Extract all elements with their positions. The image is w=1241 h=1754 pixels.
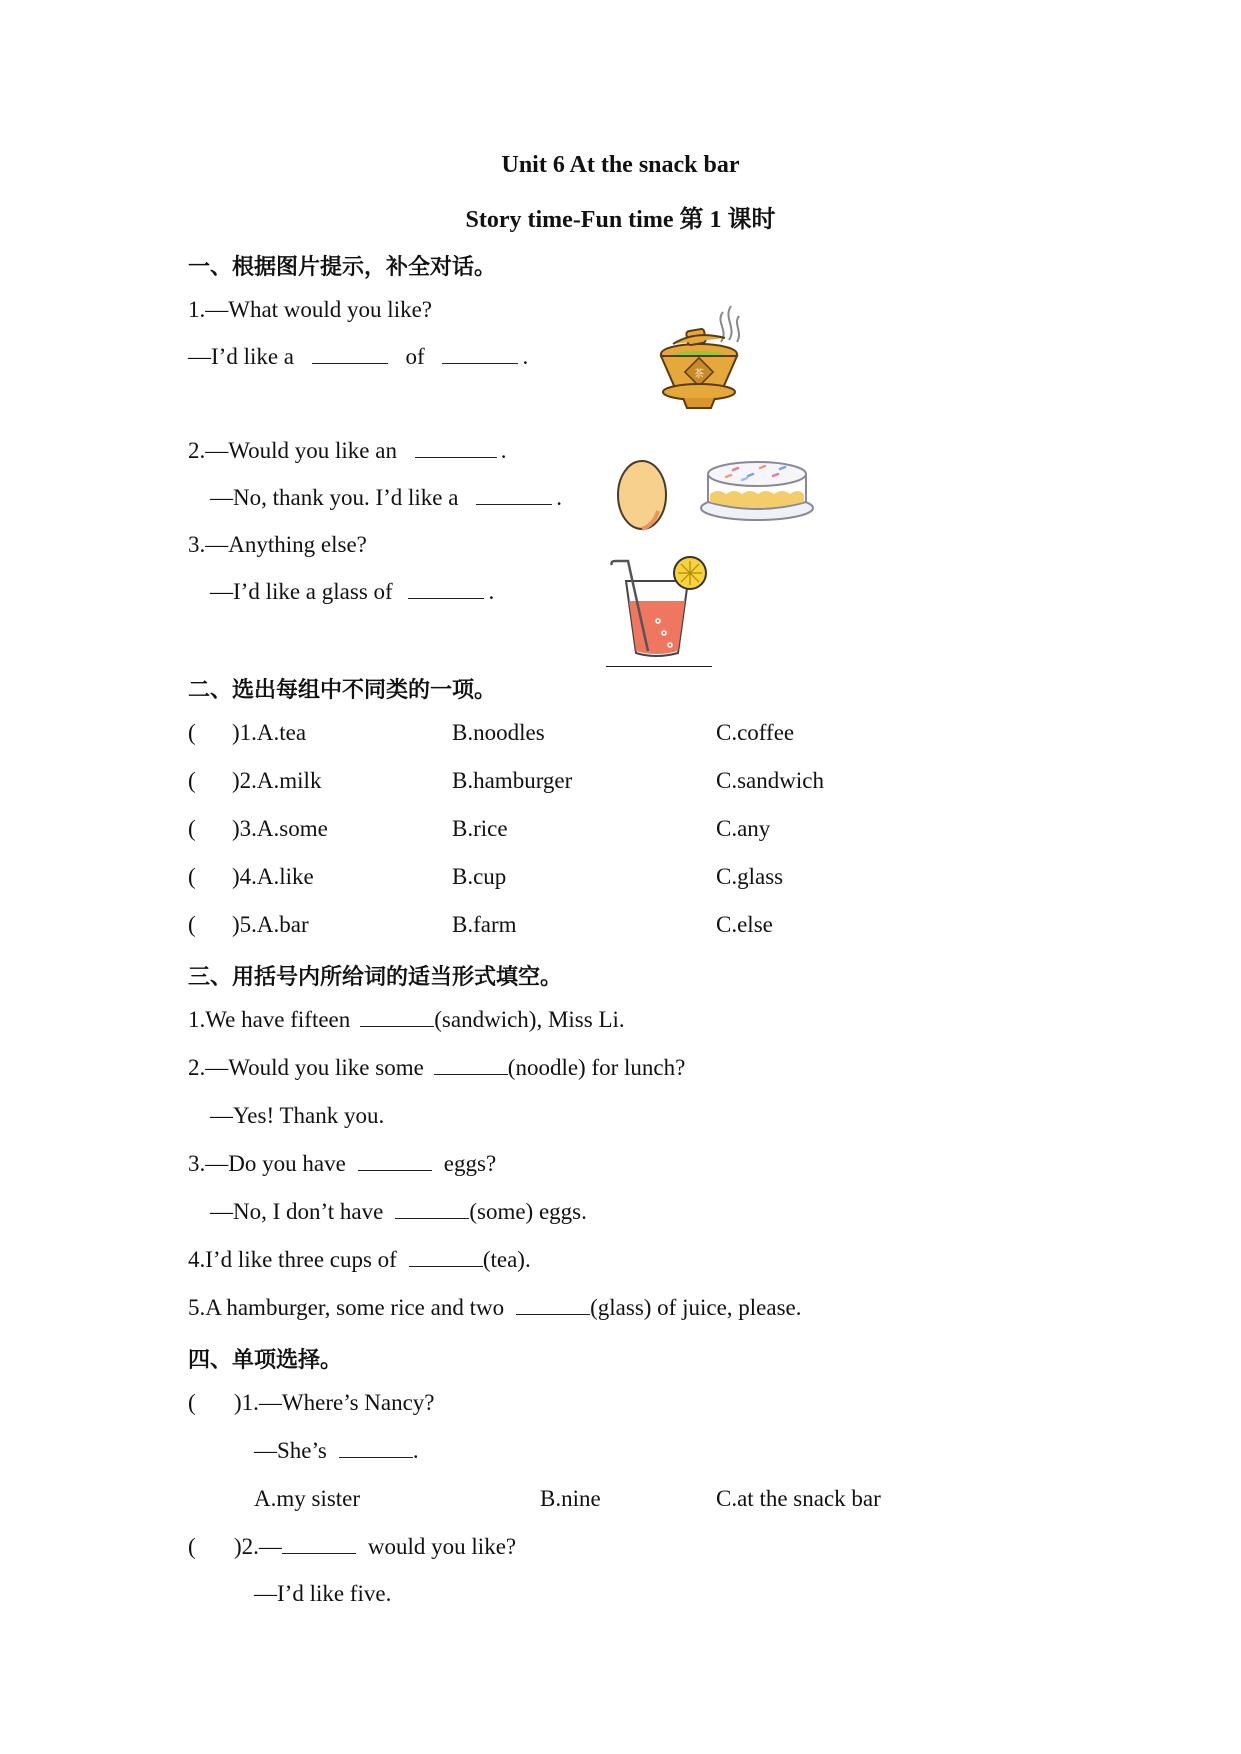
egg-icon [612, 455, 672, 535]
juice-glass-icon [608, 555, 714, 665]
answer-paren[interactable]: ( [188, 1534, 196, 1559]
period: . [556, 485, 562, 510]
sentence-text: —No, I don’t have [210, 1199, 384, 1224]
sentence-text: 4.I’d like three cups of [188, 1247, 397, 1272]
answer-paren[interactable]: ( [188, 768, 196, 793]
option-b: B.cup [452, 864, 507, 889]
sentence-text: 1.We have fifteen [188, 1007, 351, 1032]
s1-q1-answer [188, 344, 528, 370]
blank-drink-2[interactable] [408, 597, 484, 599]
answer-paren[interactable]: ( [188, 864, 196, 889]
document-title: Unit 6 At the snack bar [501, 152, 740, 178]
blank[interactable] [516, 1313, 590, 1315]
period: . [522, 344, 529, 369]
s3-q1 [188, 1007, 625, 1033]
s3-q2-reply [210, 1103, 384, 1129]
period: . [488, 579, 495, 604]
blank-food-2[interactable] [476, 503, 552, 505]
option-c: C.coffee [716, 720, 795, 745]
section2-heading: 二、选出每组中不同类的一项。 [188, 678, 497, 703]
s1-q1-question [188, 297, 432, 323]
sentence-text: (sandwich), Miss Li. [434, 1007, 625, 1032]
sentence-text: (glass) of juice, please. [590, 1295, 802, 1320]
blank[interactable] [395, 1217, 469, 1219]
option-a: )2.A.milk [232, 768, 322, 793]
blank-food[interactable] [415, 456, 497, 458]
s4-q1-reply [254, 1438, 419, 1464]
s4-q1-option-c: C.at the snack bar [716, 1486, 881, 1511]
s4-q1-option-b: B.nine [540, 1486, 601, 1511]
option-b: B.noodles [452, 720, 545, 745]
option-b: B.farm [452, 912, 517, 937]
answer-paren[interactable]: ( [188, 720, 196, 745]
sentence-text: —Yes! Thank you. [210, 1103, 385, 1128]
question-text: 3.—Anything else? [188, 532, 367, 557]
question-text: would you like? [367, 1534, 517, 1559]
question-text: 2.—Would you like an [188, 438, 397, 463]
sentence-text: 5.A hamburger, some rice and two [188, 1295, 505, 1320]
blank-unit[interactable] [312, 362, 388, 364]
reply-text: —She’s [254, 1438, 327, 1463]
sentence-text: (noodle) for lunch? [507, 1055, 686, 1080]
svg-text:茶: 茶 [694, 369, 704, 380]
cake-icon [698, 456, 816, 526]
blank[interactable] [358, 1169, 432, 1171]
picture-answer-line[interactable] [606, 666, 712, 667]
s1-q2-answer [210, 485, 562, 511]
question-text: )1.—Where’s Nancy? [234, 1390, 435, 1415]
option-a: )4.A.like [232, 864, 314, 889]
s4-q1-stem [188, 1390, 435, 1416]
answer-paren[interactable]: ( [188, 1390, 196, 1415]
option-c: C.glass [716, 864, 784, 889]
tea-cup-icon [655, 300, 755, 415]
answer-text: —No, thank you. I’d like a [210, 485, 459, 510]
s1-q3-answer [210, 579, 494, 605]
period: . [500, 438, 507, 463]
sentence-text: 3.—Do you have [188, 1151, 346, 1176]
section3-heading: 三、用括号内所给词的适当形式填空。 [188, 965, 563, 990]
s3-q5 [188, 1295, 802, 1321]
s4-q1-option-a: A.my sister [254, 1486, 361, 1511]
blank[interactable] [282, 1552, 356, 1554]
s3-q4 [188, 1247, 531, 1273]
answer-text-of: of [405, 344, 425, 369]
s3-q2 [188, 1055, 685, 1081]
blank[interactable] [339, 1456, 413, 1458]
answer-text: —I’d like a glass of [210, 579, 393, 604]
sentence-text: eggs? [443, 1151, 497, 1176]
section4-heading: 四、单项选择。 [188, 1348, 343, 1373]
option-a: )5.A.bar [232, 912, 309, 937]
question-text: )2.— [234, 1534, 282, 1559]
answer-text: —I’d like a [188, 344, 295, 369]
s4-q2-stem [188, 1534, 516, 1560]
option-c: C.sandwich [716, 768, 824, 793]
blank[interactable] [360, 1025, 434, 1027]
blank-drink[interactable] [442, 362, 518, 364]
lesson-subtitle: Story time-Fun time 第 1 课时 [465, 207, 776, 233]
s1-q3-question [188, 532, 367, 558]
s3-q3-reply [210, 1199, 587, 1225]
question-text: 1.—What would you like? [188, 297, 433, 322]
s3-q3 [188, 1151, 496, 1177]
blank[interactable] [409, 1265, 483, 1267]
period: . [412, 1438, 419, 1463]
option-c: C.else [716, 912, 773, 937]
s1-q2-question [188, 438, 506, 464]
option-b: B.rice [452, 816, 508, 841]
option-a: )3.A.some [232, 816, 328, 841]
reply-text: —I’d like five. [254, 1581, 392, 1606]
option-c: C.any [716, 816, 771, 841]
section1-heading: 一、根据图片提示，补全对话。 [188, 255, 497, 280]
sentence-text: (tea). [482, 1247, 531, 1272]
s4-q2-reply [254, 1581, 391, 1607]
answer-paren[interactable]: ( [188, 912, 196, 937]
option-a: )1.A.tea [232, 720, 307, 745]
answer-paren[interactable]: ( [188, 816, 196, 841]
sentence-text: 2.—Would you like some [188, 1055, 424, 1080]
blank[interactable] [434, 1073, 508, 1075]
sentence-text: (some) eggs. [469, 1199, 587, 1224]
option-b: B.hamburger [452, 768, 573, 793]
